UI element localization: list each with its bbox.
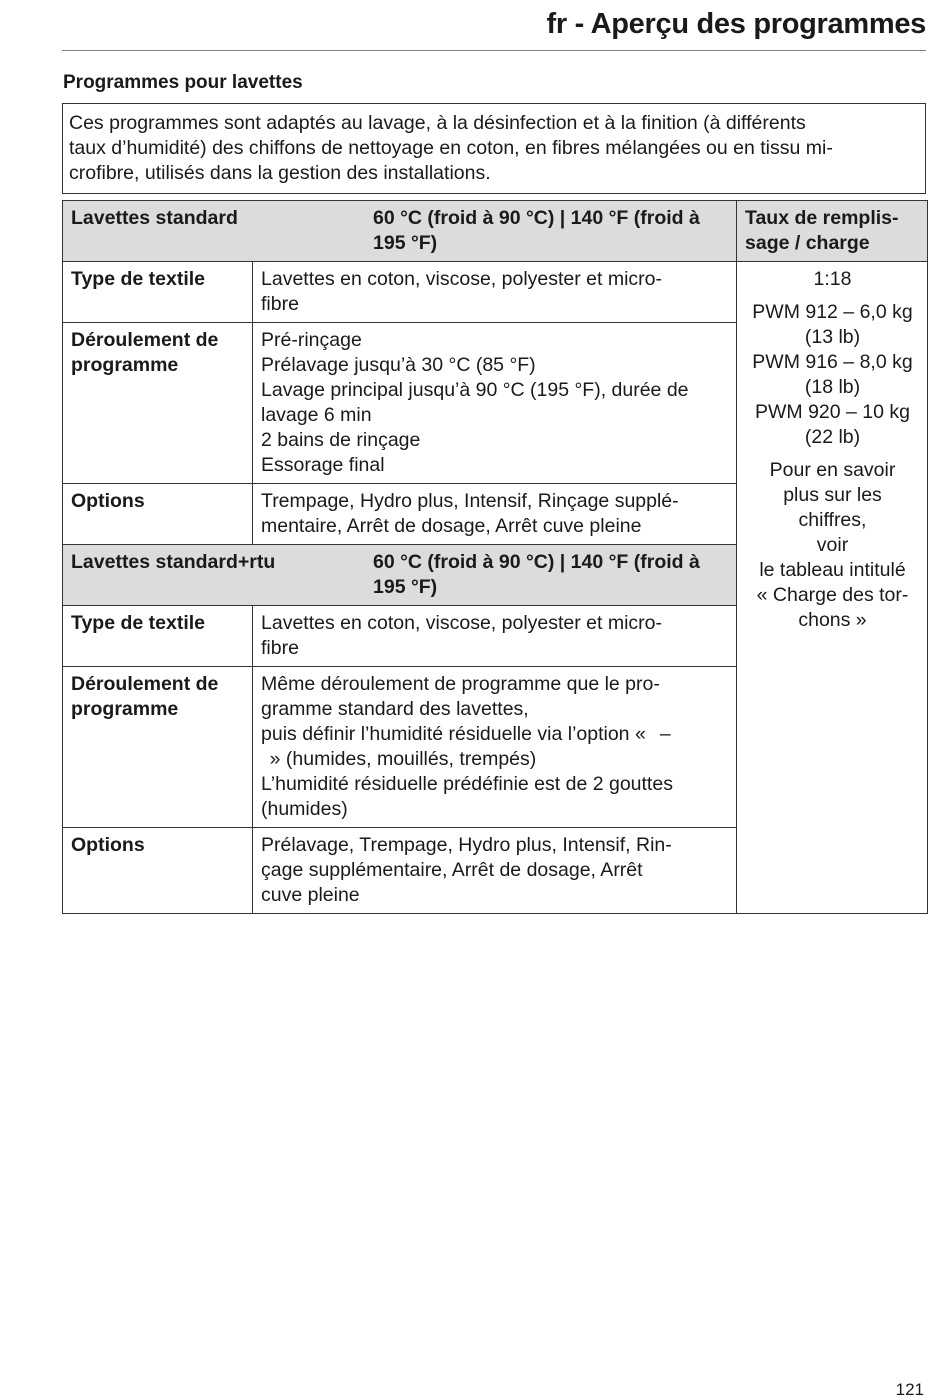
machine-capacity-list (745, 300, 920, 450)
header-divider (62, 50, 926, 51)
row-label (63, 606, 253, 667)
row-label-line: programme (71, 354, 179, 376)
row-label-line: programme (71, 698, 179, 720)
reference-line: voir (816, 534, 849, 556)
reference-line: Pour en savoir (769, 459, 896, 481)
program-table (62, 200, 928, 914)
fill-ratio-cell (737, 262, 928, 914)
row-value (253, 262, 737, 323)
program-header-row (63, 201, 928, 262)
row-value-line: Prélavage, Trempage, Hydro plus, Intensif, Rin- (261, 834, 672, 856)
program-temperature (373, 550, 729, 600)
reference-line: le tableau intitulé (759, 559, 906, 581)
program-header-cell (63, 545, 737, 606)
load-table-reference (745, 458, 920, 633)
row-label-line: Type de textile (71, 612, 206, 634)
machine-capacity-line: PWM 916 – 8,0 kg (752, 351, 913, 373)
machine-capacity-line: PWM 920 – 10 kg (755, 401, 910, 423)
row-value-line: gramme standard des lavettes, (261, 698, 529, 720)
reference-line: chons » (798, 609, 867, 631)
row-value-line: Trempage, Hydro plus, Intensif, Rinçage supplé- (261, 490, 679, 512)
program-temperature-line: 195 °F) (373, 576, 438, 598)
row-label (63, 828, 253, 914)
row-value-line: cuve pleine (261, 884, 360, 906)
row-value-line: Pré-rinçage (261, 329, 362, 351)
program-temperature-line: 60 °C (froid à 90 °C) | 140 °F (froid à (373, 207, 700, 229)
row-label (63, 667, 253, 828)
program-temperature-line: 60 °C (froid à 90 °C) | 140 °F (froid à (373, 551, 700, 573)
row-value-line: L’humidité résiduelle prédéfinie est de 2 gouttes (261, 773, 673, 795)
machine-capacity-line: (22 lb) (804, 426, 861, 448)
row-value (253, 667, 737, 828)
row-value-line: Même déroulement de programme que le pro- (261, 673, 660, 695)
row-value-line: » (humides, mouillés, trempés) (261, 748, 537, 770)
row-label-line: Options (71, 490, 145, 512)
program-name: Lavettes standard+rtu (71, 551, 276, 573)
machine-capacity-line: (18 lb) (804, 376, 861, 398)
machine-capacity-line: (13 lb) (804, 326, 861, 348)
row-label (63, 484, 253, 545)
row-value-line: Prélavage jusqu’à 30 °C (85 °F) (261, 354, 536, 376)
page-header-title: fr - Aperçu des programmes (546, 8, 926, 40)
row-label (63, 323, 253, 484)
program-temperature-line: 195 °F) (373, 232, 438, 254)
fill-ratio-value: 1:18 (813, 268, 852, 290)
row-value (253, 323, 737, 484)
row-label-line: Options (71, 834, 145, 856)
row-value (253, 828, 737, 914)
row-label (63, 262, 253, 323)
row-value (253, 606, 737, 667)
row-value-line: Lavettes en coton, viscose, polyester et micro- (261, 268, 663, 290)
reference-line: « Charge des tor- (756, 584, 909, 606)
machine-capacity-line: PWM 912 – 6,0 kg (752, 301, 913, 323)
row-value-line: fibre (261, 293, 299, 315)
row-value-line: fibre (261, 637, 299, 659)
reference-line: plus sur les (783, 484, 882, 506)
row-value-line: Lavage principal jusqu’à 90 °C (195 °F), durée de (261, 379, 689, 401)
row-value-line: çage supplémentaire, Arrêt de dosage, Arrêt (261, 859, 643, 881)
row-value-line: (humides) (261, 798, 348, 820)
row-label-line: Type de textile (71, 268, 206, 290)
row-value-line: 2 bains de rinçage (261, 429, 421, 451)
intro-line: taux d’humidité) des chiffons de nettoyage en coton, en fibres mélangées ou en tissu mi- (69, 137, 833, 159)
program-header-cell (63, 201, 737, 262)
reference-line: chiffres, (798, 509, 867, 531)
row-value-line: puis définir l’humidité résiduelle via l’option « – (261, 723, 671, 745)
section-title: Programmes pour lavettes (63, 72, 303, 93)
row-value (253, 484, 737, 545)
page-number: 121 (895, 1380, 924, 1399)
fill-ratio-header-line: sage / charge (745, 232, 870, 254)
fill-ratio-header-line: Taux de remplis- (745, 207, 899, 229)
intro-line: Ces programmes sont adaptés au lavage, à la désinfection et à la finition (à différents (69, 112, 806, 134)
row-label-line: Déroulement de (71, 673, 219, 695)
row-value-line: mentaire, Arrêt de dosage, Arrêt cuve pleine (261, 515, 642, 537)
row-label-line: Déroulement de (71, 329, 219, 351)
row-value-line: Essorage final (261, 454, 385, 476)
intro-box (62, 103, 926, 194)
intro-line: crofibre, utilisés dans la gestion des installations. (69, 162, 491, 184)
table-row (63, 262, 928, 323)
program-temperature (373, 206, 729, 256)
program-name: Lavettes standard (71, 207, 238, 229)
row-value-line: Lavettes en coton, viscose, polyester et micro- (261, 612, 663, 634)
fill-ratio-header (737, 201, 928, 262)
row-value-line: lavage 6 min (261, 404, 372, 426)
